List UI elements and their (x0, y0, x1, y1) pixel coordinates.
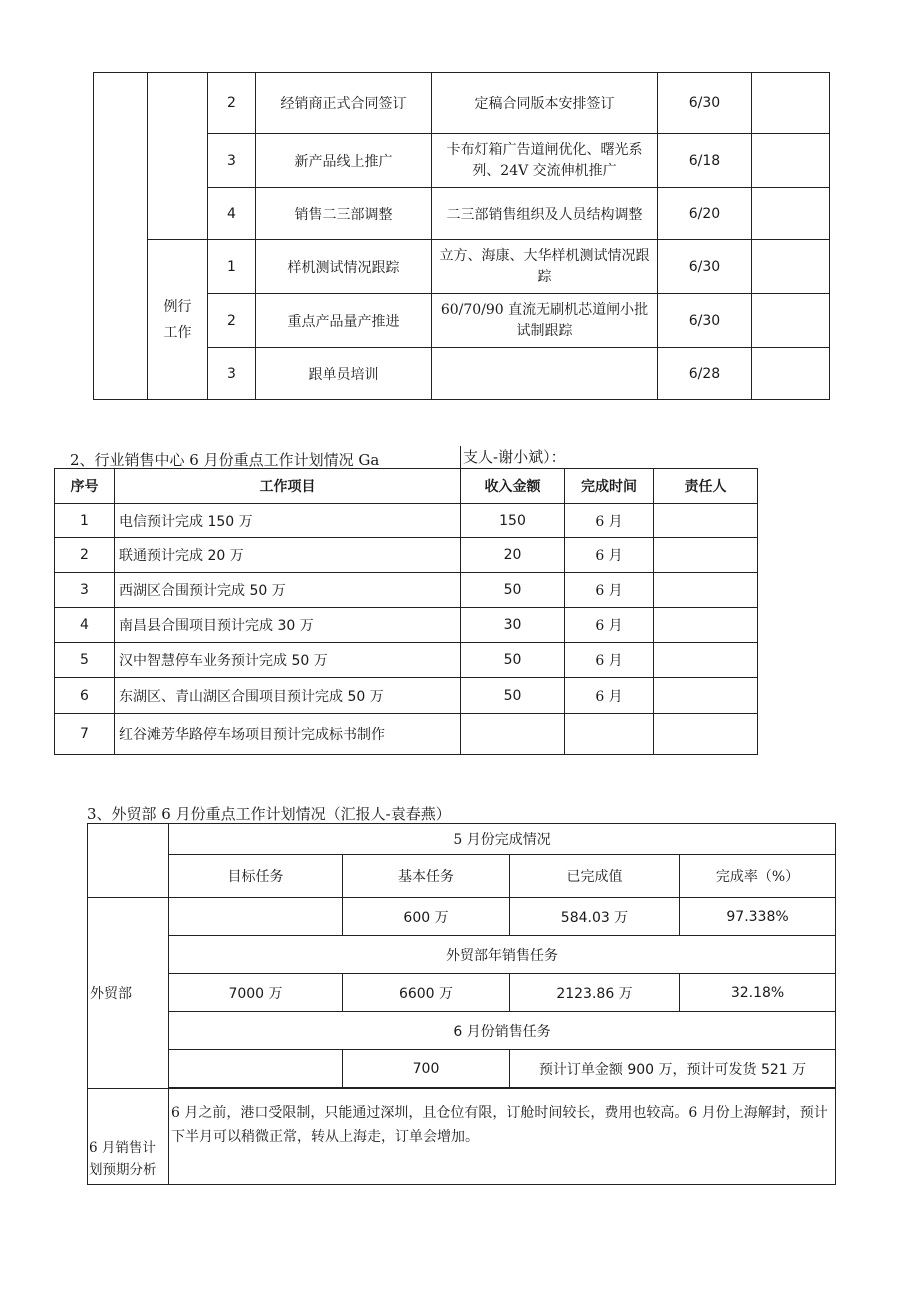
row-number: 7 (55, 714, 115, 755)
table-row (55, 678, 758, 714)
col-basic-task: 基本任务 (343, 855, 510, 898)
table-row (94, 73, 830, 134)
table-row (55, 573, 758, 608)
annual-target: 7000 万 (169, 974, 343, 1012)
row-number: 2 (208, 73, 256, 134)
income-amount: 30 (461, 608, 565, 643)
income-amount: 150 (461, 504, 565, 538)
table-row (55, 643, 758, 678)
owner-cell (654, 573, 758, 608)
owner-cell (654, 678, 758, 714)
subcategory-cell (148, 73, 208, 240)
work-item: 跟单员培训 (256, 348, 432, 400)
col-completed-value: 已完成值 (510, 855, 680, 898)
may-rate: 97.338% (680, 898, 836, 936)
work-item: 南昌县合围项目预计完成 30 万 (115, 608, 461, 643)
table-header-row (55, 469, 758, 504)
extra-cell (752, 134, 830, 188)
june-note: 预计订单金额 900 万，预计可发货 521 万 (510, 1050, 836, 1088)
header-time: 完成时间 (565, 469, 654, 504)
may-completion-title: 5 月份完成情况 (169, 824, 836, 855)
work-detail (432, 348, 658, 400)
annual-task-title: 外贸部年销售任务 (169, 936, 836, 974)
table-row (88, 1089, 836, 1185)
routine-work-label: 例行工作 (148, 240, 208, 400)
row-number: 3 (55, 573, 115, 608)
due-date: 6/30 (658, 73, 752, 134)
owner-cell (654, 538, 758, 573)
may-basic: 600 万 (343, 898, 510, 936)
work-item: 重点产品量产推进 (256, 294, 432, 348)
finish-time: 6 月 (565, 504, 654, 538)
june-value: 700 (343, 1050, 510, 1088)
extra-cell (752, 348, 830, 400)
due-date: 6/18 (658, 134, 752, 188)
work-item: 西湖区合围预计完成 50 万 (115, 573, 461, 608)
table-row (55, 608, 758, 643)
owner-cell (654, 504, 758, 538)
row-number: 4 (55, 608, 115, 643)
foreign-trade-table (87, 823, 836, 1185)
section3-title: 3、外贸部 6 月份重点工作计划情况（汇报人-袁春燕） (87, 805, 451, 823)
table-row (88, 936, 836, 974)
table-row (88, 824, 836, 855)
finish-time: 6 月 (565, 608, 654, 643)
row-number: 1 (208, 240, 256, 294)
work-detail: 二三部销售组织及人员结构调整 (432, 188, 658, 240)
row-number: 2 (55, 538, 115, 573)
row-number: 2 (208, 294, 256, 348)
industry-sales-table (54, 468, 758, 755)
work-item: 样机测试情况跟踪 (256, 240, 432, 294)
june-task-title: 6 月份销售任务 (169, 1012, 836, 1050)
extra-cell (752, 73, 830, 134)
june-target (169, 1050, 343, 1088)
due-date: 6/28 (658, 348, 752, 400)
row-number: 4 (208, 188, 256, 240)
table-row (88, 1012, 836, 1050)
extra-cell (752, 188, 830, 240)
work-detail: 卡布灯箱广告道闸优化、曙光系列、24V 交流伸机推广 (432, 134, 658, 188)
table-row (55, 504, 758, 538)
row-number: 3 (208, 348, 256, 400)
row-number: 5 (55, 643, 115, 678)
col-completion-rate: 完成率（%） (680, 855, 836, 898)
income-amount: 50 (461, 573, 565, 608)
may-target (169, 898, 343, 936)
owner-cell (654, 608, 758, 643)
work-item: 红谷滩芳华路停车场项目预计完成标书制作 (115, 714, 461, 755)
work-detail: 60/70/90 直流无刷机芯道闸小批试制跟踪 (432, 294, 658, 348)
table-row (88, 898, 836, 936)
work-item: 新产品线上推广 (256, 134, 432, 188)
dept-label: 外贸部 (88, 898, 169, 1089)
finish-time: 6 月 (565, 573, 654, 608)
due-date: 6/20 (658, 188, 752, 240)
work-item: 联通预计完成 20 万 (115, 538, 461, 573)
corner-cell (88, 824, 169, 898)
finish-time: 6 月 (565, 678, 654, 714)
annual-basic: 6600 万 (343, 974, 510, 1012)
extra-cell (752, 240, 830, 294)
extra-cell (752, 294, 830, 348)
may-done: 584.03 万 (510, 898, 680, 936)
finish-time (565, 714, 654, 755)
work-detail: 立方、海康、大华样机测试情况跟踪 (432, 240, 658, 294)
header-item: 工作项目 (115, 469, 461, 504)
section2-title: 2、行业销售中心 6 月份重点工作计划情况 Ga (70, 451, 380, 469)
table-row (94, 240, 830, 294)
annual-rate: 32.18% (680, 974, 836, 1012)
income-amount: 20 (461, 538, 565, 573)
work-item: 电信预计完成 150 万 (115, 504, 461, 538)
row-number: 3 (208, 134, 256, 188)
work-plan-table-continued (93, 72, 830, 400)
income-amount (461, 714, 565, 755)
header-owner: 责任人 (654, 469, 758, 504)
analysis-label: 6 月销售计划预期分析 (88, 1089, 169, 1185)
owner-cell (654, 643, 758, 678)
analysis-text: 6 月之前，港口受限制，只能通过深圳，且仓位有限，订舱时间较长，费用也较高。6 月份上海解封，预计下半月可以稍微正常，转从上海走，订单会增加。 (169, 1089, 836, 1185)
section2-title-reporter: 支人-谢小斌）： (460, 446, 566, 468)
owner-cell (654, 714, 758, 755)
due-date: 6/30 (658, 294, 752, 348)
due-date: 6/30 (658, 240, 752, 294)
work-item: 东湖区、青山湖区合围项目预计完成 50 万 (115, 678, 461, 714)
col-target-task: 目标任务 (169, 855, 343, 898)
header-no: 序号 (55, 469, 115, 504)
income-amount: 50 (461, 678, 565, 714)
row-number: 1 (55, 504, 115, 538)
table-row (55, 714, 758, 755)
table-row (88, 855, 836, 898)
annual-done: 2123.86 万 (510, 974, 680, 1012)
header-amount: 收入金额 (461, 469, 565, 504)
finish-time: 6 月 (565, 643, 654, 678)
finish-time: 6 月 (565, 538, 654, 573)
row-number: 6 (55, 678, 115, 714)
table-row (88, 974, 836, 1012)
work-detail: 定稿合同版本安排签订 (432, 73, 658, 134)
income-amount: 50 (461, 643, 565, 678)
work-item: 销售二三部调整 (256, 188, 432, 240)
table-row (55, 538, 758, 573)
work-item: 经销商正式合同签订 (256, 73, 432, 134)
table-row (88, 1050, 836, 1088)
work-item: 汉中智慧停车业务预计完成 50 万 (115, 643, 461, 678)
category-cell (94, 73, 148, 400)
